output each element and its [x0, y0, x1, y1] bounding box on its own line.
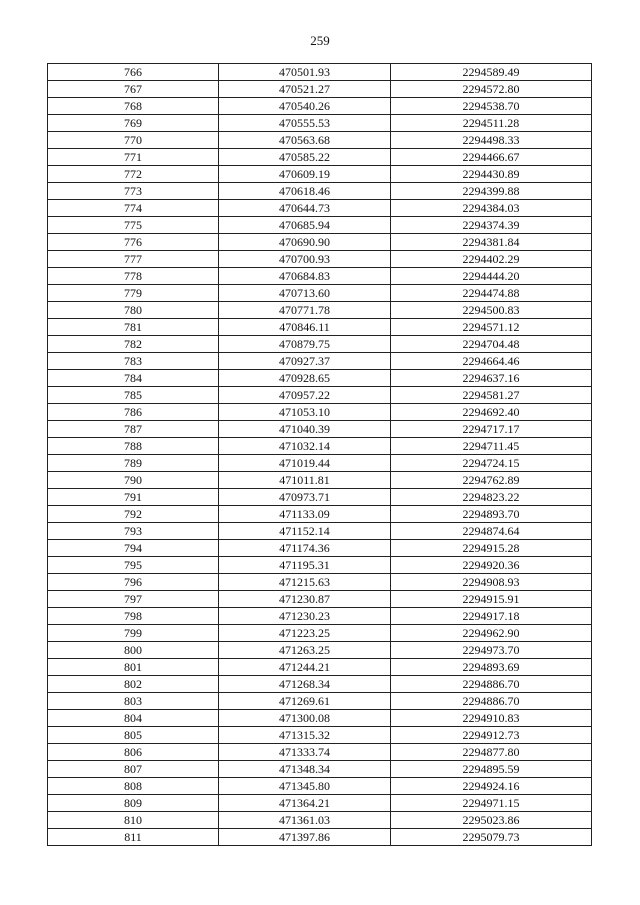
y-coordinate-cell: 2294924.16	[391, 778, 592, 795]
y-coordinate-cell: 2294711.45	[391, 438, 592, 455]
x-coordinate-cell: 471053.10	[219, 404, 391, 421]
y-coordinate-cell: 2294474.88	[391, 285, 592, 302]
y-coordinate-cell: 2294895.59	[391, 761, 592, 778]
table-row	[48, 472, 592, 489]
point-number-cell: 783	[48, 353, 219, 370]
x-coordinate-cell: 471230.87	[219, 591, 391, 608]
point-number-cell: 798	[48, 608, 219, 625]
x-coordinate-cell: 470585.22	[219, 149, 391, 166]
point-number-cell: 772	[48, 166, 219, 183]
table-row	[48, 149, 592, 166]
x-coordinate-cell: 470928.65	[219, 370, 391, 387]
point-number-cell: 779	[48, 285, 219, 302]
table-row	[48, 557, 592, 574]
point-number-cell: 809	[48, 795, 219, 812]
table-row	[48, 608, 592, 625]
x-coordinate-cell: 471174.36	[219, 540, 391, 557]
x-coordinate-cell: 471011.81	[219, 472, 391, 489]
point-number-cell: 766	[48, 64, 219, 81]
table-row	[48, 98, 592, 115]
table-row	[48, 387, 592, 404]
point-number-cell: 770	[48, 132, 219, 149]
point-number-cell: 776	[48, 234, 219, 251]
point-number-cell: 802	[48, 676, 219, 693]
table-row	[48, 778, 592, 795]
table-row	[48, 744, 592, 761]
point-number-cell: 808	[48, 778, 219, 795]
y-coordinate-cell: 2294402.29	[391, 251, 592, 268]
table-row	[48, 81, 592, 98]
point-number-cell: 799	[48, 625, 219, 642]
y-coordinate-cell: 2294511.28	[391, 115, 592, 132]
x-coordinate-cell: 470501.93	[219, 64, 391, 81]
table-row	[48, 404, 592, 421]
y-coordinate-cell: 2294498.33	[391, 132, 592, 149]
x-coordinate-cell: 470973.71	[219, 489, 391, 506]
y-coordinate-cell: 2294823.22	[391, 489, 592, 506]
point-number-cell: 774	[48, 200, 219, 217]
x-coordinate-cell: 471019.44	[219, 455, 391, 472]
y-coordinate-cell: 2294877.80	[391, 744, 592, 761]
y-coordinate-cell: 2294973.70	[391, 642, 592, 659]
y-coordinate-cell: 2294399.88	[391, 183, 592, 200]
x-coordinate-cell: 471345.80	[219, 778, 391, 795]
table-row	[48, 795, 592, 812]
point-number-cell: 778	[48, 268, 219, 285]
y-coordinate-cell: 2294384.03	[391, 200, 592, 217]
point-number-cell: 797	[48, 591, 219, 608]
y-coordinate-cell: 2294381.84	[391, 234, 592, 251]
y-coordinate-cell: 2294874.64	[391, 523, 592, 540]
x-coordinate-cell: 470700.93	[219, 251, 391, 268]
table-row	[48, 234, 592, 251]
y-coordinate-cell: 2294915.28	[391, 540, 592, 557]
point-number-cell: 794	[48, 540, 219, 557]
x-coordinate-cell: 470563.68	[219, 132, 391, 149]
y-coordinate-cell: 2294920.36	[391, 557, 592, 574]
table-row	[48, 642, 592, 659]
table-row	[48, 64, 592, 81]
x-coordinate-cell: 470771.78	[219, 302, 391, 319]
point-number-cell: 777	[48, 251, 219, 268]
point-number-cell: 775	[48, 217, 219, 234]
point-number-cell: 767	[48, 81, 219, 98]
x-coordinate-cell: 470685.94	[219, 217, 391, 234]
y-coordinate-cell: 2294886.70	[391, 693, 592, 710]
table-row	[48, 540, 592, 557]
table-row	[48, 625, 592, 642]
x-coordinate-cell: 471364.21	[219, 795, 391, 812]
x-coordinate-cell: 470690.90	[219, 234, 391, 251]
y-coordinate-cell: 2294971.15	[391, 795, 592, 812]
x-coordinate-cell: 471315.32	[219, 727, 391, 744]
x-coordinate-cell: 471269.61	[219, 693, 391, 710]
x-coordinate-cell: 470521.27	[219, 81, 391, 98]
x-coordinate-cell: 471223.25	[219, 625, 391, 642]
table-row	[48, 506, 592, 523]
table-row	[48, 489, 592, 506]
y-coordinate-cell: 2294500.83	[391, 302, 592, 319]
x-coordinate-cell: 470957.22	[219, 387, 391, 404]
y-coordinate-cell: 2294886.70	[391, 676, 592, 693]
y-coordinate-cell: 2294444.20	[391, 268, 592, 285]
table-row	[48, 421, 592, 438]
table-row	[48, 302, 592, 319]
y-coordinate-cell: 2295023.86	[391, 812, 592, 829]
y-coordinate-cell: 2294664.46	[391, 353, 592, 370]
point-number-cell: 773	[48, 183, 219, 200]
x-coordinate-cell: 470618.46	[219, 183, 391, 200]
x-coordinate-cell: 471300.08	[219, 710, 391, 727]
point-number-cell: 805	[48, 727, 219, 744]
y-coordinate-cell: 2294589.49	[391, 64, 592, 81]
x-coordinate-cell: 470846.11	[219, 319, 391, 336]
point-number-cell: 788	[48, 438, 219, 455]
point-number-cell: 786	[48, 404, 219, 421]
point-number-cell: 796	[48, 574, 219, 591]
y-coordinate-cell: 2294910.83	[391, 710, 592, 727]
y-coordinate-cell: 2294724.15	[391, 455, 592, 472]
x-coordinate-cell: 471268.34	[219, 676, 391, 693]
y-coordinate-cell: 2295079.73	[391, 829, 592, 846]
x-coordinate-cell: 471361.03	[219, 812, 391, 829]
x-coordinate-cell: 471263.25	[219, 642, 391, 659]
point-number-cell: 803	[48, 693, 219, 710]
x-coordinate-cell: 471133.09	[219, 506, 391, 523]
point-number-cell: 782	[48, 336, 219, 353]
page-number: 259	[310, 33, 330, 48]
point-number-cell: 792	[48, 506, 219, 523]
table-row	[48, 438, 592, 455]
point-number-cell: 811	[48, 829, 219, 846]
table-row	[48, 268, 592, 285]
point-number-cell: 807	[48, 761, 219, 778]
table-row	[48, 523, 592, 540]
point-number-cell: 806	[48, 744, 219, 761]
table-row	[48, 285, 592, 302]
x-coordinate-cell: 471348.34	[219, 761, 391, 778]
x-coordinate-cell: 471152.14	[219, 523, 391, 540]
x-coordinate-cell: 471032.14	[219, 438, 391, 455]
table-row	[48, 353, 592, 370]
point-number-cell: 784	[48, 370, 219, 387]
table-row	[48, 761, 592, 778]
x-coordinate-cell: 470684.83	[219, 268, 391, 285]
table-row	[48, 370, 592, 387]
y-coordinate-cell: 2294704.48	[391, 336, 592, 353]
y-coordinate-cell: 2294572.80	[391, 81, 592, 98]
y-coordinate-cell: 2294717.17	[391, 421, 592, 438]
point-number-cell: 810	[48, 812, 219, 829]
x-coordinate-cell: 470609.19	[219, 166, 391, 183]
table-row	[48, 319, 592, 336]
y-coordinate-cell: 2294917.18	[391, 608, 592, 625]
y-coordinate-cell: 2294893.69	[391, 659, 592, 676]
y-coordinate-cell: 2294893.70	[391, 506, 592, 523]
y-coordinate-cell: 2294466.67	[391, 149, 592, 166]
table-row	[48, 591, 592, 608]
y-coordinate-cell: 2294915.91	[391, 591, 592, 608]
table-row	[48, 676, 592, 693]
point-number-cell: 781	[48, 319, 219, 336]
y-coordinate-cell: 2294538.70	[391, 98, 592, 115]
point-number-cell: 804	[48, 710, 219, 727]
point-number-cell: 769	[48, 115, 219, 132]
table-row	[48, 829, 592, 846]
table-row	[48, 251, 592, 268]
point-number-cell: 795	[48, 557, 219, 574]
x-coordinate-cell: 471333.74	[219, 744, 391, 761]
table-row	[48, 455, 592, 472]
point-number-cell: 789	[48, 455, 219, 472]
table-row	[48, 659, 592, 676]
y-coordinate-cell: 2294374.39	[391, 217, 592, 234]
point-number-cell: 771	[48, 149, 219, 166]
point-number-cell: 768	[48, 98, 219, 115]
point-number-cell: 790	[48, 472, 219, 489]
point-number-cell: 801	[48, 659, 219, 676]
point-number-cell: 800	[48, 642, 219, 659]
table-row	[48, 200, 592, 217]
table-row	[48, 217, 592, 234]
table-row	[48, 336, 592, 353]
y-coordinate-cell: 2294762.89	[391, 472, 592, 489]
table-row	[48, 132, 592, 149]
x-coordinate-cell: 471230.23	[219, 608, 391, 625]
y-coordinate-cell: 2294962.90	[391, 625, 592, 642]
point-number-cell: 785	[48, 387, 219, 404]
x-coordinate-cell: 470927.37	[219, 353, 391, 370]
point-number-cell: 791	[48, 489, 219, 506]
x-coordinate-cell: 471244.21	[219, 659, 391, 676]
table-row	[48, 115, 592, 132]
x-coordinate-cell: 470713.60	[219, 285, 391, 302]
table-row	[48, 574, 592, 591]
y-coordinate-cell: 2294581.27	[391, 387, 592, 404]
x-coordinate-cell: 471195.31	[219, 557, 391, 574]
x-coordinate-cell: 470644.73	[219, 200, 391, 217]
y-coordinate-cell: 2294692.40	[391, 404, 592, 421]
coordinates-table-body	[48, 64, 592, 846]
y-coordinate-cell: 2294637.16	[391, 370, 592, 387]
coordinates-table	[47, 63, 592, 846]
y-coordinate-cell: 2294912.73	[391, 727, 592, 744]
table-row	[48, 710, 592, 727]
y-coordinate-cell: 2294430.89	[391, 166, 592, 183]
point-number-cell: 787	[48, 421, 219, 438]
table-row	[48, 183, 592, 200]
point-number-cell: 793	[48, 523, 219, 540]
y-coordinate-cell: 2294908.93	[391, 574, 592, 591]
x-coordinate-cell: 471397.86	[219, 829, 391, 846]
point-number-cell: 780	[48, 302, 219, 319]
table-row	[48, 727, 592, 744]
x-coordinate-cell: 470555.53	[219, 115, 391, 132]
x-coordinate-cell: 470879.75	[219, 336, 391, 353]
y-coordinate-cell: 2294571.12	[391, 319, 592, 336]
x-coordinate-cell: 471215.63	[219, 574, 391, 591]
x-coordinate-cell: 471040.39	[219, 421, 391, 438]
x-coordinate-cell: 470540.26	[219, 98, 391, 115]
table-row	[48, 166, 592, 183]
table-row	[48, 812, 592, 829]
table-row	[48, 693, 592, 710]
